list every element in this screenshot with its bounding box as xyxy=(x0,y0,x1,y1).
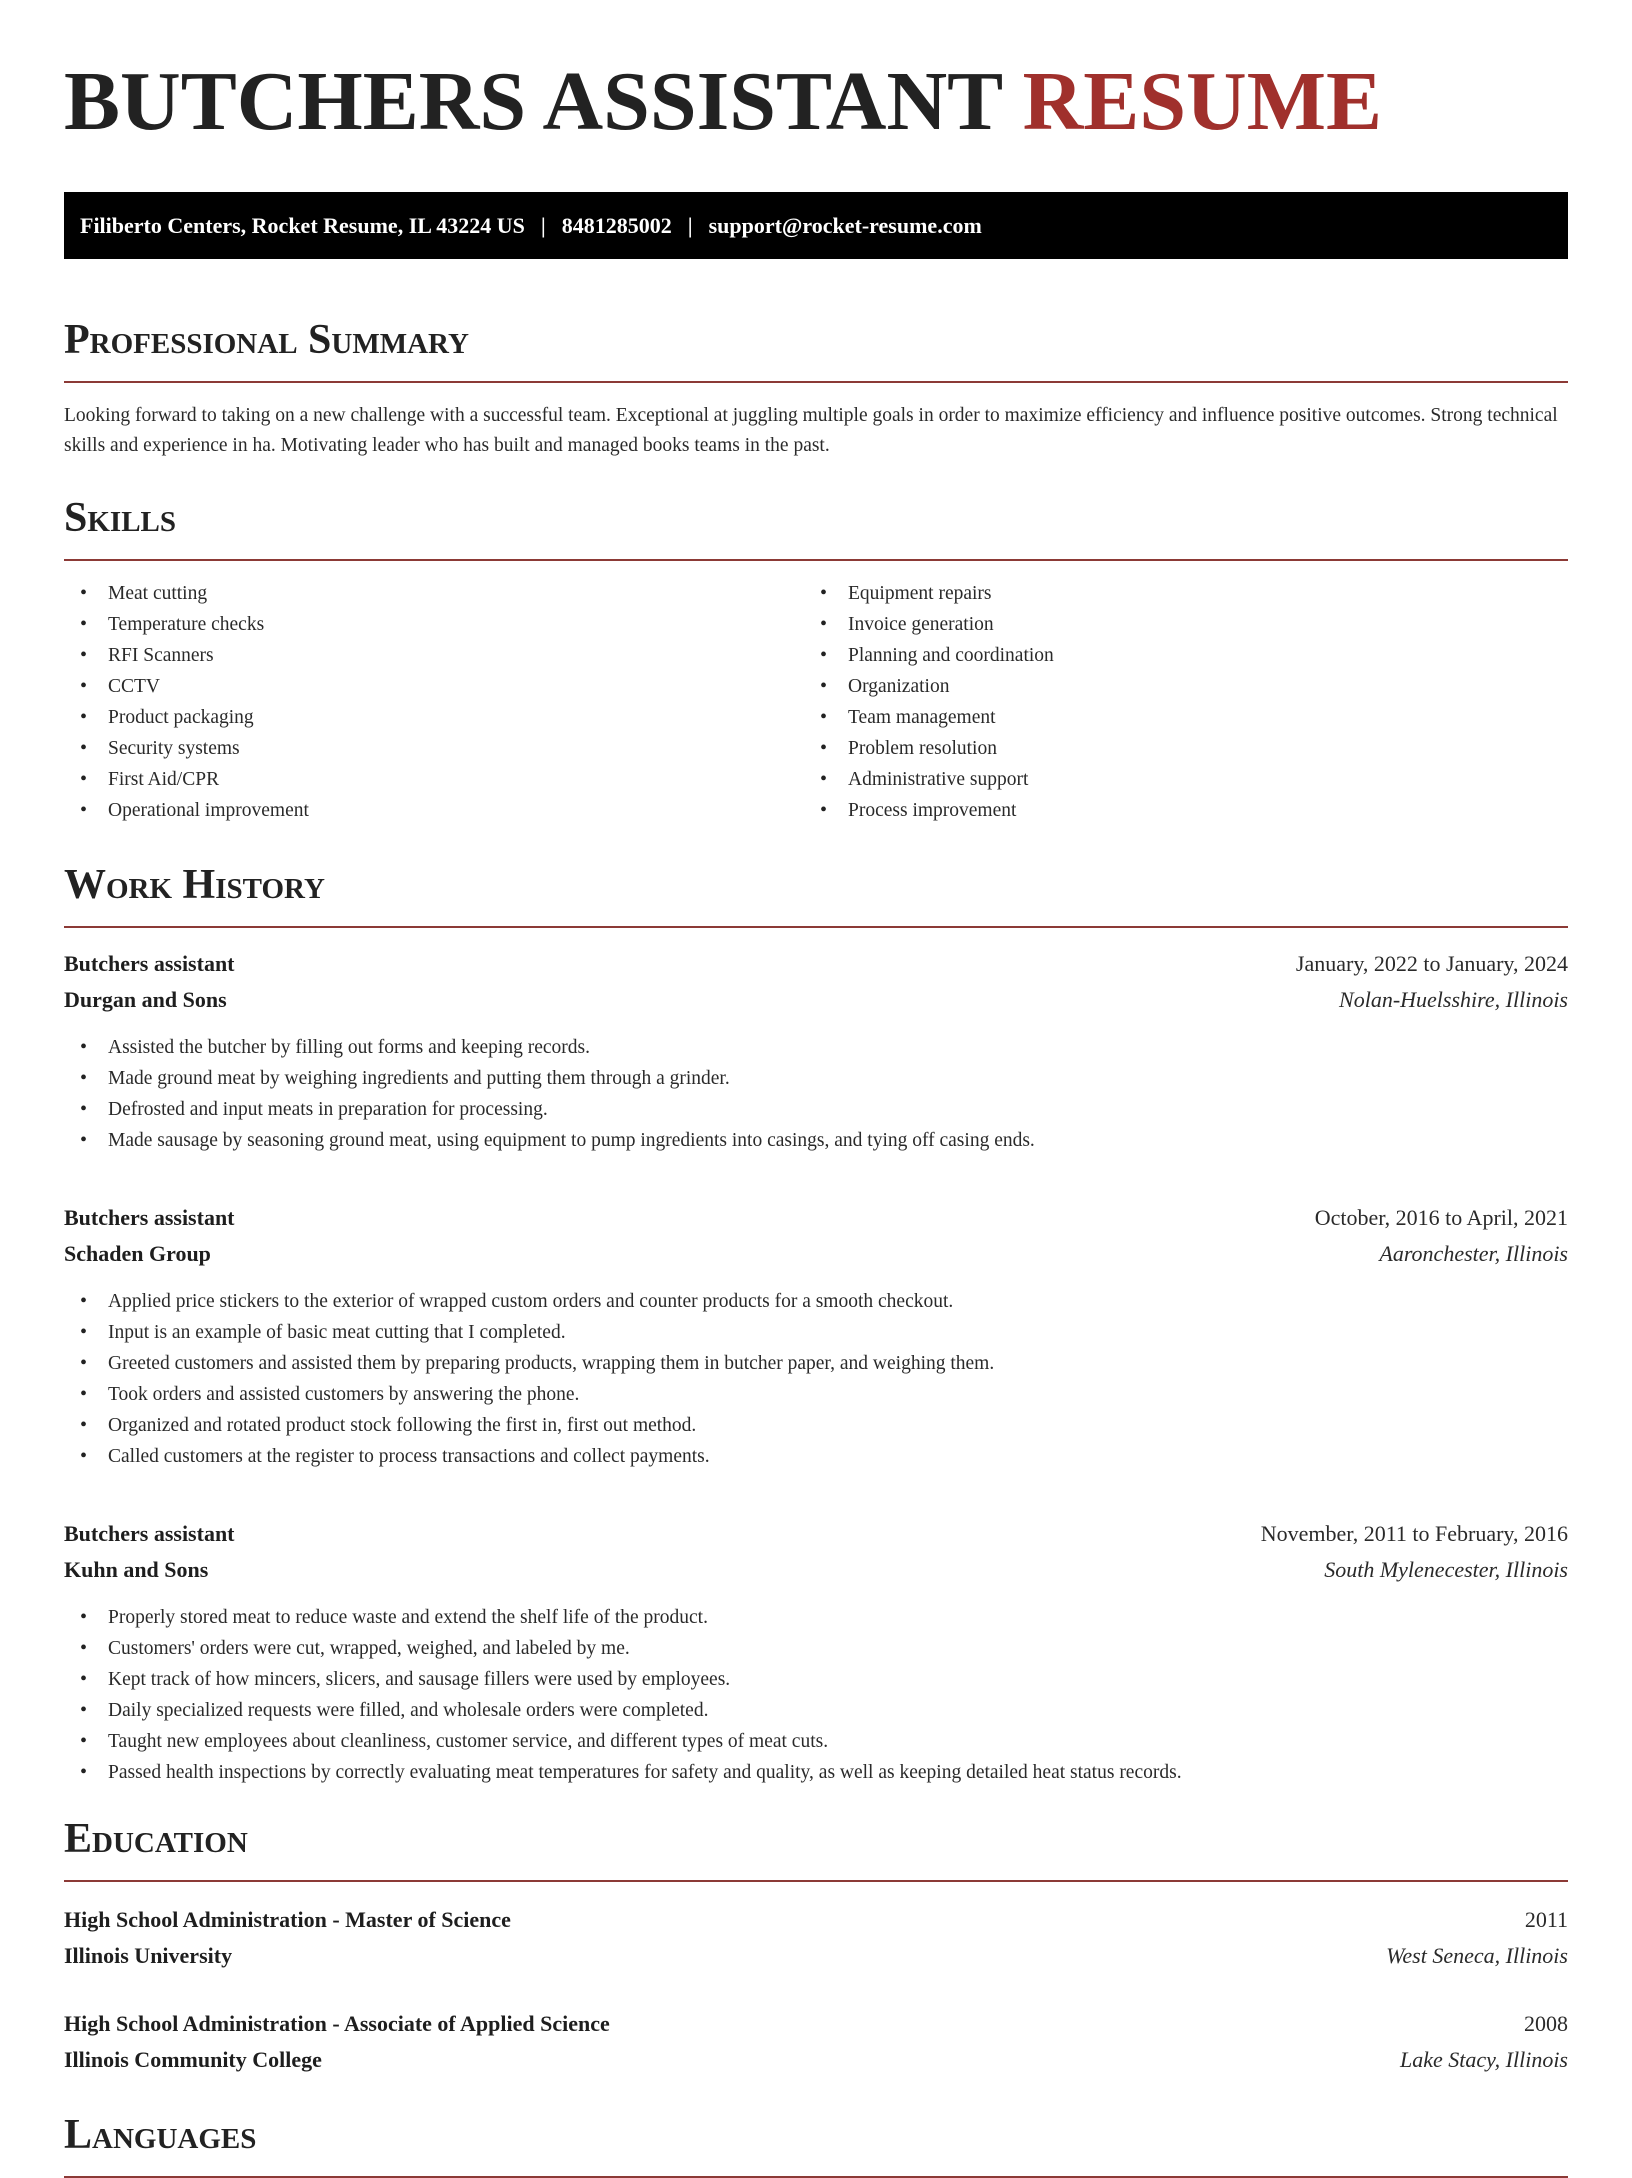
skill-item: • Product packaging xyxy=(64,702,804,733)
education-location: Lake Stacy, Illinois xyxy=(1399,2047,1568,2072)
skill-item: • Team management xyxy=(804,702,1544,733)
skill-item: • Planning and coordination xyxy=(804,640,1544,671)
education-school-row xyxy=(64,1938,1568,1974)
education-year: 2011 xyxy=(1524,1907,1568,1932)
skill-item: • Temperature checks xyxy=(64,609,804,640)
skills-grid xyxy=(64,578,1568,826)
job-bullet: • Customers' orders were cut, wrapped, weighed, and labeled by me. xyxy=(64,1633,1568,1664)
section-heading: Education xyxy=(64,1816,248,1862)
title-main: BUTCHERS ASSISTANT xyxy=(64,55,1002,148)
skill-item: • Problem resolution xyxy=(804,733,1544,764)
job-bullet: • Called customers at the register to process transactions and collect payments. xyxy=(64,1441,1568,1472)
job-location: Aaronchester, Illinois xyxy=(1379,1241,1568,1266)
job-header-row xyxy=(64,1200,1568,1236)
skill-item: • RFI Scanners xyxy=(64,640,804,671)
job-company-row xyxy=(64,1552,1568,1588)
job-company-row xyxy=(64,1236,1568,1272)
job-location: South Mylenecester, Illinois xyxy=(1324,1557,1568,1582)
job-company: Schaden Group xyxy=(64,1241,211,1266)
work-history-section xyxy=(64,860,1568,1788)
skill-item: • Administrative support xyxy=(804,764,1544,795)
education-entry xyxy=(64,1902,1568,1974)
job-entry xyxy=(64,1200,1568,1472)
job-company: Durgan and Sons xyxy=(64,987,227,1012)
skill-item: • Security systems xyxy=(64,733,804,764)
contact-address: Filiberto Centers, Rocket Resume, IL 43224 US xyxy=(80,212,525,238)
job-bullet: • Made ground meat by weighing ingredients and putting them through a grinder. xyxy=(64,1063,1568,1094)
section-divider xyxy=(64,559,1568,561)
job-dates: November, 2011 to February, 2016 xyxy=(1260,1521,1568,1546)
skill-item: • Meat cutting xyxy=(64,578,804,609)
job-bullet: • Organized and rotated product stock following the first in, first out method. xyxy=(64,1410,1568,1441)
contact-separator: | xyxy=(540,212,546,238)
contact-email: support@rocket-resume.com xyxy=(708,212,982,238)
job-dates: October, 2016 to April, 2021 xyxy=(1314,1205,1568,1230)
skill-item: • Equipment repairs xyxy=(804,578,1544,609)
skill-item: • Organization xyxy=(804,671,1544,702)
skill-item: • Operational improvement xyxy=(64,795,804,826)
job-company-row xyxy=(64,982,1568,1018)
section-heading: Work History xyxy=(64,862,325,908)
job-entry xyxy=(64,1516,1568,1788)
professional-summary-section xyxy=(64,315,1568,461)
job-header-row xyxy=(64,1516,1568,1552)
section-heading: Skills xyxy=(64,495,177,541)
skill-item: • CCTV xyxy=(64,671,804,702)
job-bullet: • Daily specialized requests were filled, and wholesale orders were completed. xyxy=(64,1695,1568,1726)
section-heading: Languages xyxy=(64,2112,257,2158)
job-bullet: • Defrosted and input meats in preparation for processing. xyxy=(64,1094,1568,1125)
job-title: Butchers assistant xyxy=(64,1205,235,1230)
skill-item: • First Aid/CPR xyxy=(64,764,804,795)
title-accent: RESUME xyxy=(1022,55,1383,148)
resume-title xyxy=(64,52,1568,152)
job-title: Butchers assistant xyxy=(64,1521,235,1546)
job-bullet: • Passed health inspections by correctly evaluating meat temperatures for safety and quality, as well as keeping detailed heat status records. xyxy=(64,1757,1568,1788)
job-header-row xyxy=(64,946,1568,982)
skills-list-left xyxy=(64,578,804,826)
job-location: Nolan-Huelsshire, Illinois xyxy=(1339,987,1568,1012)
job-bullet: • Assisted the butcher by filling out forms and keeping records. xyxy=(64,1032,1568,1063)
job-bullets xyxy=(64,1286,1568,1472)
job-bullet: • Took orders and assisted customers by answering the phone. xyxy=(64,1379,1568,1410)
education-school: Illinois Community College xyxy=(64,2047,322,2072)
job-bullet: • Properly stored meat to reduce waste and extend the shelf life of the product. xyxy=(64,1602,1568,1633)
education-location: West Seneca, Illinois xyxy=(1386,1943,1568,1968)
summary-text: Looking forward to taking on a new challenge with a successful team. Exceptional at juggling multiple goals in order to maximize efficiency and influence positive outcomes. Strong technical skills and experience in ha. Motivating leader who has built and managed books teams in the past. xyxy=(64,405,1558,456)
job-title: Butchers assistant xyxy=(64,951,235,976)
education-school: Illinois University xyxy=(64,1943,233,1968)
job-dates: January, 2022 to January, 2024 xyxy=(1295,951,1568,976)
job-company: Kuhn and Sons xyxy=(64,1557,209,1582)
section-heading: Professional Summary xyxy=(64,317,469,363)
contact-phone: 8481285002 xyxy=(561,212,672,238)
education-degree: High School Administration - Associate of Applied Science xyxy=(64,2011,610,2036)
job-bullets xyxy=(64,1032,1568,1156)
section-divider xyxy=(64,381,1568,383)
education-degree: High School Administration - Master of Science xyxy=(64,1907,511,1932)
section-divider xyxy=(64,1880,1568,1882)
contact-separator: | xyxy=(687,212,693,238)
job-bullet: • Made sausage by seasoning ground meat, using equipment to pump ingredients into casings, and tying off casing ends. xyxy=(64,1125,1568,1156)
skill-item: • Process improvement xyxy=(804,795,1544,826)
job-bullet: • Applied price stickers to the exterior of wrapped custom orders and counter products for a smooth checkout. xyxy=(64,1286,1568,1317)
education-entry xyxy=(64,2006,1568,2078)
education-section xyxy=(64,1814,1568,2078)
education-year: 2008 xyxy=(1524,2011,1568,2036)
job-bullet: • Greeted customers and assisted them by preparing products, wrapping them in butcher paper, and weighing them. xyxy=(64,1348,1568,1379)
languages-section xyxy=(64,2110,1568,2178)
job-bullet: • Input is an example of basic meat cutting that I completed. xyxy=(64,1317,1568,1348)
job-bullet: • Kept track of how mincers, slicers, and sausage fillers were used by employees. xyxy=(64,1664,1568,1695)
section-divider xyxy=(64,926,1568,928)
job-entry xyxy=(64,946,1568,1156)
job-bullet: • Taught new employees about cleanliness, customer service, and different types of meat cuts. xyxy=(64,1726,1568,1757)
education-school-row xyxy=(64,2042,1568,2078)
job-bullets xyxy=(64,1602,1568,1788)
skills-list-right xyxy=(804,578,1544,826)
skill-item: • Invoice generation xyxy=(804,609,1544,640)
contact-bar xyxy=(64,192,1568,259)
skills-section xyxy=(64,493,1568,826)
education-degree-row xyxy=(64,1902,1568,1938)
education-degree-row xyxy=(64,2006,1568,2042)
